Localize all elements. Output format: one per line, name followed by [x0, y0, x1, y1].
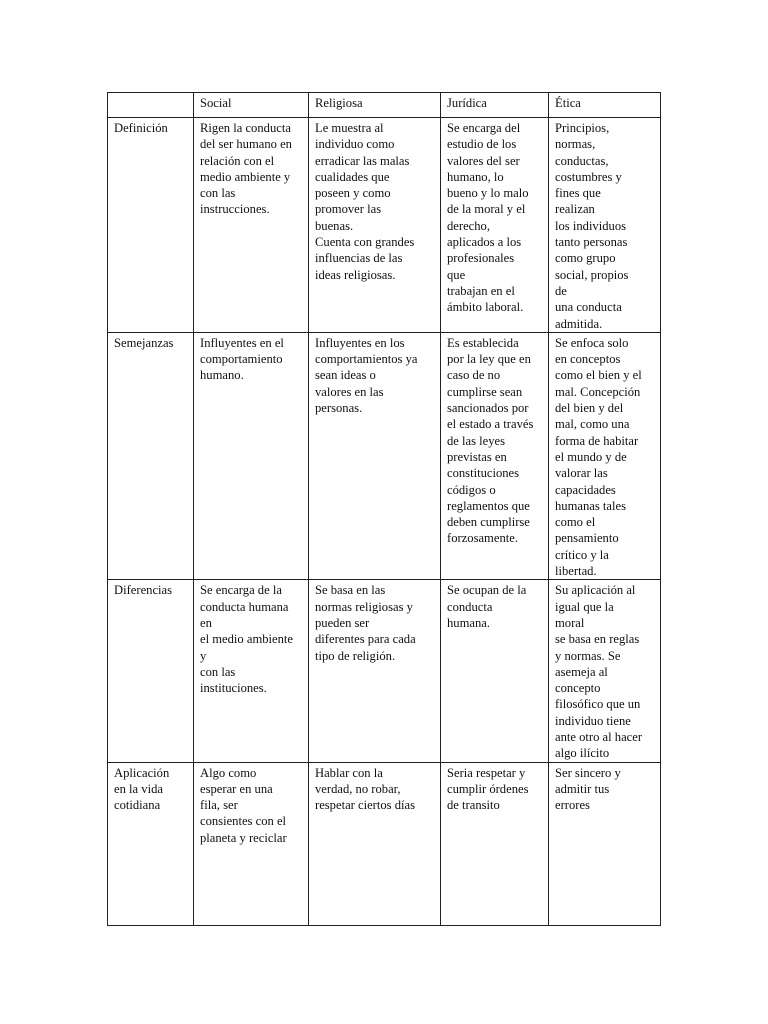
table-cell: Seria respetar y cumplir órdenes de transito: [441, 762, 549, 925]
table-cell: Su aplicación al igual que la moral se basa en reglas y normas. Se asemeja al concepto filosófico que un individuo tiene ante otro al hacer algo ilícito: [549, 580, 661, 762]
table-cell: Hablar con la verdad, no robar, respetar ciertos días: [309, 762, 441, 925]
table-row-semejanzas: [108, 332, 661, 579]
header-cell-social: Social: [194, 93, 309, 118]
norms-comparison-table: [107, 92, 661, 926]
row-label: Definición: [108, 118, 194, 333]
table-cell: Se encarga del estudio de los valores del ser humano, lo bueno y lo malo de la moral y el derecho, aplicados a los profesionales que trabajan en el ámbito laboral.: [441, 118, 549, 333]
header-cell-empty: [108, 93, 194, 118]
table-row-definicion: [108, 118, 661, 333]
table-cell: Se ocupan de la conducta humana.: [441, 580, 549, 762]
table-cell: Ser sincero y admitir tus errores: [549, 762, 661, 925]
table-cell: Principios, normas, conductas, costumbres y fines que realizan los individuos tanto personas como grupo social, propios de una conducta admitida.: [549, 118, 661, 333]
header-cell-religiosa: Religiosa: [309, 93, 441, 118]
table-cell: Se basa en las normas religiosas y pueden ser diferentes para cada tipo de religión.: [309, 580, 441, 762]
table-header-row: [108, 93, 661, 118]
table-row-aplicacion: [108, 762, 661, 925]
table-cell: Algo como esperar en una fila, ser consientes con el planeta y reciclar: [194, 762, 309, 925]
table-cell: Se encarga de la conducta humana en el medio ambiente y con las instituciones.: [194, 580, 309, 762]
table-cell: Le muestra al individuo como erradicar las malas cualidades que poseen y como promover las buenas. Cuenta con grandes influencias de las ideas religiosas.: [309, 118, 441, 333]
header-cell-etica: Ética: [549, 93, 661, 118]
row-label: Semejanzas: [108, 332, 194, 579]
table-cell: Se enfoca solo en conceptos como el bien y el mal. Concepción del bien y del mal, como una forma de habitar el mundo y de valorar las capacidades humanas tales como el pensamiento crítico y la libertad.: [549, 332, 661, 579]
table-cell: Es establecida por la ley que en caso de no cumplirse sean sancionados por el estado a través de las leyes previstas en constituciones códigos o reglamentos que deben cumplirse forzosamente.: [441, 332, 549, 579]
table-row-diferencias: [108, 580, 661, 762]
row-label: Aplicación en la vida cotidiana: [108, 762, 194, 925]
table-cell: Rigen la conducta del ser humano en relación con el medio ambiente y con las instrucciones.: [194, 118, 309, 333]
row-label: Diferencias: [108, 580, 194, 762]
table-cell: Influyentes en los comportamientos ya sean ideas o valores en las personas.: [309, 332, 441, 579]
header-cell-juridica: Jurídica: [441, 93, 549, 118]
table-cell: Influyentes en el comportamiento humano.: [194, 332, 309, 579]
